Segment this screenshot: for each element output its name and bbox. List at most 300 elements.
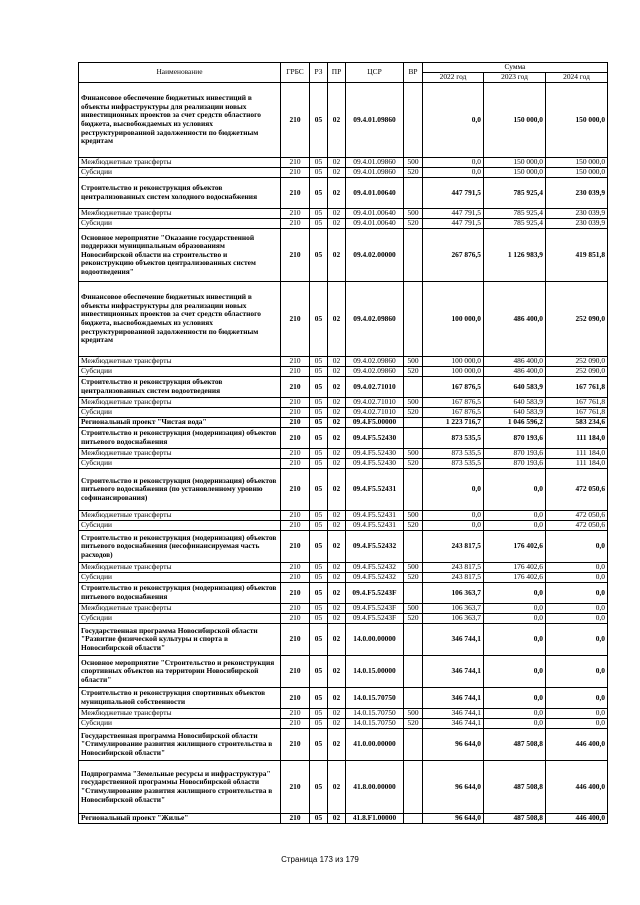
row-amount-2024-cell: 0,0 — [546, 573, 608, 583]
row-amount-2024-cell: 472 050,6 — [546, 511, 608, 521]
row-amount-2022-cell: 100 000,0 — [423, 282, 484, 357]
table-row — [79, 688, 608, 709]
row-amount-2023-cell: 640 583,9 — [484, 398, 546, 408]
row-amount-2024-cell: 0,0 — [546, 709, 608, 719]
row-grbs-cell: 210 — [281, 729, 310, 761]
row-amount-2024-cell: 111 184,0 — [546, 428, 608, 449]
row-amount-2023-cell: 640 583,9 — [484, 408, 546, 418]
row-name-cell: Субсидии — [79, 367, 281, 377]
row-amount-2022-cell: 100 000,0 — [423, 367, 484, 377]
row-name-cell: Межбюджетные трансферты — [79, 511, 281, 521]
row-amount-2023-cell: 487 508,8 — [484, 814, 546, 824]
row-csr-cell: 09.4.01.09860 — [346, 83, 404, 158]
row-rz-cell: 05 — [310, 178, 328, 209]
row-amount-2024-cell: 446 400,0 — [546, 729, 608, 761]
table-row — [79, 761, 608, 814]
row-grbs-cell: 210 — [281, 469, 310, 511]
row-amount-2023-cell: 176 402,6 — [484, 563, 546, 573]
row-name-cell: Строительство и реконструкция объектов централизованных систем холодного водоснабжения — [79, 178, 281, 209]
row-grbs-cell: 210 — [281, 209, 310, 219]
row-grbs-cell: 210 — [281, 449, 310, 459]
row-grbs-cell: 210 — [281, 656, 310, 688]
row-amount-2023-cell: 0,0 — [484, 688, 546, 709]
header-grbs: ГРБС — [281, 63, 310, 83]
row-amount-2023-cell: 486 400,0 — [484, 367, 546, 377]
row-amount-2022-cell: 447 791,5 — [423, 209, 484, 219]
row-rz-cell: 05 — [310, 398, 328, 408]
row-amount-2023-cell: 0,0 — [484, 583, 546, 604]
row-rz-cell: 05 — [310, 459, 328, 469]
row-pr-cell: 02 — [328, 282, 346, 357]
row-pr-cell: 02 — [328, 761, 346, 814]
row-grbs-cell: 210 — [281, 158, 310, 168]
row-rz-cell: 05 — [310, 357, 328, 367]
row-csr-cell: 14.0.15.00000 — [346, 656, 404, 688]
row-csr-cell: 14.0.15.70750 — [346, 709, 404, 719]
row-csr-cell: 09.4.F5.52430 — [346, 449, 404, 459]
row-amount-2022-cell: 167 876,5 — [423, 398, 484, 408]
row-csr-cell: 09.4.F5.52431 — [346, 511, 404, 521]
row-csr-cell: 14.0.00.00000 — [346, 624, 404, 656]
table-row — [79, 656, 608, 688]
row-amount-2024-cell: 0,0 — [546, 614, 608, 624]
row-amount-2022-cell: 0,0 — [423, 168, 484, 178]
row-name-cell: Региональный проект "Жилье" — [79, 814, 281, 824]
row-amount-2023-cell: 0,0 — [484, 719, 546, 729]
row-name-cell: Финансовое обеспечение бюджетных инвестиций в объекты инфраструктуры для реализации новых инвестиционных проектов за счет средств областного бюджета, высвобождаемых из условиях реструктурированной задолженности по бюджетным кредитам — [79, 83, 281, 158]
row-amount-2024-cell: 472 050,6 — [546, 469, 608, 511]
row-vr-cell: 520 — [404, 521, 423, 531]
row-amount-2023-cell: 150 000,0 — [484, 158, 546, 168]
row-vr-cell — [404, 624, 423, 656]
row-amount-2024-cell: 230 039,9 — [546, 178, 608, 209]
row-csr-cell: 09.4.01.00640 — [346, 209, 404, 219]
row-csr-cell: 09.4.02.09860 — [346, 282, 404, 357]
row-grbs-cell: 210 — [281, 282, 310, 357]
table-row — [79, 719, 608, 729]
row-rz-cell: 05 — [310, 377, 328, 398]
row-rz-cell: 05 — [310, 563, 328, 573]
row-name-cell: Межбюджетные трансферты — [79, 398, 281, 408]
table-row — [79, 521, 608, 531]
row-vr-cell — [404, 531, 423, 563]
row-amount-2023-cell: 176 402,6 — [484, 531, 546, 563]
row-amount-2023-cell: 870 193,6 — [484, 459, 546, 469]
row-amount-2024-cell: 419 851,8 — [546, 229, 608, 282]
row-vr-cell: 520 — [404, 614, 423, 624]
row-csr-cell: 09.4.F5.52432 — [346, 531, 404, 563]
row-csr-cell: 09.4.F5.5243F — [346, 614, 404, 624]
row-pr-cell: 02 — [328, 729, 346, 761]
table-body — [79, 83, 608, 824]
row-amount-2024-cell: 111 184,0 — [546, 459, 608, 469]
row-name-cell: Субсидии — [79, 219, 281, 229]
row-amount-2024-cell: 0,0 — [546, 583, 608, 604]
row-amount-2023-cell: 785 925,4 — [484, 219, 546, 229]
row-amount-2023-cell: 0,0 — [484, 469, 546, 511]
row-name-cell: Государственная программа Новосибирской области "Развитие физической культуры и спорта в Новосибирской области" — [79, 624, 281, 656]
row-amount-2023-cell: 176 402,6 — [484, 573, 546, 583]
row-amount-2024-cell: 111 184,0 — [546, 449, 608, 459]
table-row — [79, 709, 608, 719]
row-name-cell: Субсидии — [79, 408, 281, 418]
row-grbs-cell: 210 — [281, 178, 310, 209]
table-row — [79, 357, 608, 367]
row-rz-cell: 05 — [310, 761, 328, 814]
row-grbs-cell: 210 — [281, 573, 310, 583]
row-name-cell: Межбюджетные трансферты — [79, 449, 281, 459]
row-grbs-cell: 210 — [281, 83, 310, 158]
row-amount-2022-cell: 0,0 — [423, 469, 484, 511]
row-pr-cell: 02 — [328, 469, 346, 511]
row-csr-cell: 09.4.F5.52431 — [346, 521, 404, 531]
row-csr-cell: 09.4.01.09860 — [346, 158, 404, 168]
table-row — [79, 168, 608, 178]
row-amount-2022-cell: 346 744,1 — [423, 656, 484, 688]
row-name-cell: Строительство и реконструкция (модернизация) объектов питьевого водоснабжения — [79, 428, 281, 449]
table-row — [79, 209, 608, 219]
row-vr-cell: 520 — [404, 219, 423, 229]
row-rz-cell: 05 — [310, 449, 328, 459]
row-csr-cell: 09.4.01.09860 — [346, 168, 404, 178]
row-grbs-cell: 210 — [281, 357, 310, 367]
row-amount-2023-cell: 486 400,0 — [484, 357, 546, 367]
row-vr-cell: 500 — [404, 511, 423, 521]
row-grbs-cell: 210 — [281, 814, 310, 824]
row-pr-cell: 02 — [328, 229, 346, 282]
row-amount-2024-cell: 0,0 — [546, 563, 608, 573]
row-rz-cell: 05 — [310, 719, 328, 729]
row-rz-cell: 05 — [310, 814, 328, 824]
row-vr-cell — [404, 178, 423, 209]
row-amount-2022-cell: 106 363,7 — [423, 583, 484, 604]
row-amount-2024-cell: 0,0 — [546, 719, 608, 729]
row-rz-cell: 05 — [310, 688, 328, 709]
row-grbs-cell: 210 — [281, 563, 310, 573]
row-pr-cell: 02 — [328, 719, 346, 729]
row-pr-cell: 02 — [328, 656, 346, 688]
row-amount-2024-cell: 0,0 — [546, 624, 608, 656]
row-grbs-cell: 210 — [281, 408, 310, 418]
row-amount-2022-cell: 447 791,5 — [423, 219, 484, 229]
row-amount-2023-cell: 0,0 — [484, 709, 546, 719]
row-name-cell: Подпрограмма "Земельные ресурсы и инфраструктура" государственной программы Новосибирской области "Стимулирование развития жилищного строительства в Новосибирской области" — [79, 761, 281, 814]
row-name-cell: Строительство и реконструкция (модернизация) объектов питьевого водоснабжения (несофинансируемая часть расходов) — [79, 531, 281, 563]
row-amount-2024-cell: 167 761,8 — [546, 408, 608, 418]
row-vr-cell: 500 — [404, 449, 423, 459]
row-vr-cell: 520 — [404, 367, 423, 377]
row-name-cell: Финансовое обеспечение бюджетных инвестиций в объекты инфраструктуры для реализации новых инвестиционных проектов за счет средств областного бюджета, высвобождаемых из условиях реструктурированной задолженности по бюджетным кредитам — [79, 282, 281, 357]
row-vr-cell — [404, 83, 423, 158]
table-row — [79, 229, 608, 282]
row-amount-2024-cell: 0,0 — [546, 688, 608, 709]
row-vr-cell — [404, 688, 423, 709]
row-amount-2022-cell: 106 363,7 — [423, 604, 484, 614]
row-pr-cell: 02 — [328, 688, 346, 709]
row-pr-cell: 02 — [328, 209, 346, 219]
header-year-2024: 2024 год — [546, 73, 608, 83]
table-row — [79, 583, 608, 604]
row-pr-cell: 02 — [328, 449, 346, 459]
row-pr-cell: 02 — [328, 83, 346, 158]
row-vr-cell — [404, 377, 423, 398]
row-name-cell: Межбюджетные трансферты — [79, 209, 281, 219]
row-amount-2024-cell: 0,0 — [546, 604, 608, 614]
row-name-cell: Основное мероприятие "Строительство и реконструкция спортивных объектов на территории Новосибирской области" — [79, 656, 281, 688]
row-grbs-cell: 210 — [281, 521, 310, 531]
row-pr-cell: 02 — [328, 367, 346, 377]
row-pr-cell: 02 — [328, 573, 346, 583]
row-csr-cell: 09.4.02.09860 — [346, 357, 404, 367]
row-amount-2022-cell: 243 817,5 — [423, 573, 484, 583]
row-amount-2022-cell: 167 876,5 — [423, 377, 484, 398]
row-vr-cell — [404, 229, 423, 282]
row-amount-2023-cell: 785 925,4 — [484, 178, 546, 209]
table-header — [79, 63, 608, 83]
row-csr-cell: 14.0.15.70750 — [346, 719, 404, 729]
row-name-cell: Субсидии — [79, 573, 281, 583]
row-amount-2023-cell: 1 046 596,2 — [484, 418, 546, 428]
row-amount-2022-cell: 873 535,5 — [423, 428, 484, 449]
table-row — [79, 282, 608, 357]
row-pr-cell: 02 — [328, 709, 346, 719]
row-amount-2022-cell: 167 876,5 — [423, 408, 484, 418]
row-amount-2024-cell: 252 090,0 — [546, 282, 608, 357]
row-amount-2022-cell: 346 744,1 — [423, 709, 484, 719]
table-row — [79, 449, 608, 459]
row-amount-2022-cell: 346 744,1 — [423, 624, 484, 656]
row-csr-cell: 09.4.F5.5243F — [346, 604, 404, 614]
row-amount-2024-cell: 446 400,0 — [546, 761, 608, 814]
row-vr-cell: 520 — [404, 168, 423, 178]
table-row — [79, 624, 608, 656]
header-year-2023: 2023 год — [484, 73, 546, 83]
row-vr-cell: 520 — [404, 719, 423, 729]
page-footer: Страница 173 из 179 — [281, 855, 359, 864]
row-grbs-cell: 210 — [281, 709, 310, 719]
row-name-cell: Межбюджетные трансферты — [79, 709, 281, 719]
header-rz: РЗ — [310, 63, 328, 83]
table-row — [79, 418, 608, 428]
row-csr-cell: 09.4.F5.52430 — [346, 459, 404, 469]
row-amount-2023-cell: 0,0 — [484, 624, 546, 656]
row-name-cell: Межбюджетные трансферты — [79, 158, 281, 168]
row-rz-cell: 05 — [310, 573, 328, 583]
row-grbs-cell: 210 — [281, 367, 310, 377]
table-row — [79, 573, 608, 583]
row-pr-cell: 02 — [328, 357, 346, 367]
row-pr-cell: 02 — [328, 158, 346, 168]
row-rz-cell: 05 — [310, 408, 328, 418]
row-csr-cell: 14.0.15.70750 — [346, 688, 404, 709]
table-row — [79, 428, 608, 449]
row-amount-2023-cell: 150 000,0 — [484, 83, 546, 158]
row-vr-cell — [404, 814, 423, 824]
row-vr-cell — [404, 729, 423, 761]
row-rz-cell: 05 — [310, 158, 328, 168]
row-amount-2024-cell: 230 039,9 — [546, 209, 608, 219]
row-name-cell: Межбюджетные трансферты — [79, 604, 281, 614]
row-vr-cell — [404, 428, 423, 449]
row-vr-cell — [404, 469, 423, 511]
row-name-cell: Субсидии — [79, 521, 281, 531]
row-csr-cell: 09.4.02.71010 — [346, 408, 404, 418]
row-pr-cell: 02 — [328, 418, 346, 428]
table-row — [79, 729, 608, 761]
row-name-cell: Субсидии — [79, 614, 281, 624]
row-name-cell: Строительство и реконструкция (модернизация) объектов питьевого водоснабжения (по установленному уровню софинансирования) — [79, 469, 281, 511]
row-csr-cell: 09.4.F5.5243F — [346, 583, 404, 604]
row-grbs-cell: 210 — [281, 229, 310, 282]
table-row — [79, 377, 608, 398]
row-pr-cell: 02 — [328, 398, 346, 408]
row-amount-2022-cell: 243 817,5 — [423, 531, 484, 563]
row-amount-2024-cell: 252 090,0 — [546, 367, 608, 377]
row-amount-2023-cell: 486 400,0 — [484, 282, 546, 357]
table-row — [79, 563, 608, 573]
row-pr-cell: 02 — [328, 219, 346, 229]
table-row — [79, 158, 608, 168]
row-amount-2023-cell: 785 925,4 — [484, 209, 546, 219]
header-csr: ЦСР — [346, 63, 404, 83]
row-amount-2023-cell: 150 000,0 — [484, 168, 546, 178]
table-row — [79, 531, 608, 563]
row-csr-cell: 09.4.F5.00000 — [346, 418, 404, 428]
row-rz-cell: 05 — [310, 229, 328, 282]
row-amount-2023-cell: 0,0 — [484, 614, 546, 624]
row-amount-2022-cell: 873 535,5 — [423, 459, 484, 469]
row-name-cell: Межбюджетные трансферты — [79, 563, 281, 573]
budget-table — [78, 62, 608, 824]
row-amount-2023-cell: 1 126 983,9 — [484, 229, 546, 282]
row-csr-cell: 09.4.F5.52431 — [346, 469, 404, 511]
row-grbs-cell: 210 — [281, 377, 310, 398]
row-amount-2024-cell: 0,0 — [546, 656, 608, 688]
row-vr-cell — [404, 761, 423, 814]
table-row — [79, 83, 608, 158]
row-amount-2024-cell: 150 000,0 — [546, 83, 608, 158]
row-vr-cell: 500 — [404, 357, 423, 367]
row-amount-2024-cell: 0,0 — [546, 531, 608, 563]
table-row — [79, 469, 608, 511]
row-rz-cell: 05 — [310, 168, 328, 178]
row-amount-2023-cell: 870 193,6 — [484, 449, 546, 459]
row-grbs-cell: 210 — [281, 398, 310, 408]
row-amount-2022-cell: 873 535,5 — [423, 449, 484, 459]
row-pr-cell: 02 — [328, 563, 346, 573]
row-amount-2023-cell: 487 508,8 — [484, 729, 546, 761]
row-rz-cell: 05 — [310, 709, 328, 719]
header-name: Наименование — [79, 63, 281, 83]
row-amount-2022-cell: 106 363,7 — [423, 614, 484, 624]
row-csr-cell: 09.4.F5.52432 — [346, 573, 404, 583]
row-grbs-cell: 210 — [281, 614, 310, 624]
row-amount-2023-cell: 0,0 — [484, 604, 546, 614]
row-name-cell: Субсидии — [79, 719, 281, 729]
row-csr-cell: 41.8.00.00000 — [346, 761, 404, 814]
row-name-cell: Строительство и реконструкция (модернизация) объектов питьевого водоснабжения — [79, 583, 281, 604]
row-grbs-cell: 210 — [281, 583, 310, 604]
row-amount-2022-cell: 0,0 — [423, 83, 484, 158]
row-vr-cell: 520 — [404, 459, 423, 469]
row-grbs-cell: 210 — [281, 168, 310, 178]
row-vr-cell — [404, 583, 423, 604]
row-pr-cell: 02 — [328, 428, 346, 449]
row-csr-cell: 41.0.00.00000 — [346, 729, 404, 761]
row-name-cell: Строительство и реконструкция спортивных объектов муниципальной собственности — [79, 688, 281, 709]
row-name-cell: Государственная программа Новосибирской области "Стимулирование развития жилищного строительства в Новосибирской области" — [79, 729, 281, 761]
row-amount-2022-cell: 346 744,1 — [423, 688, 484, 709]
row-vr-cell — [404, 418, 423, 428]
row-grbs-cell: 210 — [281, 418, 310, 428]
row-amount-2024-cell: 150 000,0 — [546, 158, 608, 168]
table-row — [79, 219, 608, 229]
row-amount-2022-cell: 1 223 716,7 — [423, 418, 484, 428]
row-pr-cell: 02 — [328, 511, 346, 521]
header-year-2022: 2022 год — [423, 73, 484, 83]
table-row — [79, 367, 608, 377]
row-csr-cell: 09.4.02.71010 — [346, 398, 404, 408]
row-csr-cell: 09.4.01.00640 — [346, 219, 404, 229]
row-amount-2022-cell: 100 000,0 — [423, 357, 484, 367]
table-row — [79, 459, 608, 469]
table-row — [79, 814, 608, 824]
row-amount-2024-cell: 150 000,0 — [546, 168, 608, 178]
row-vr-cell — [404, 656, 423, 688]
row-rz-cell: 05 — [310, 656, 328, 688]
header-pr: ПР — [328, 63, 346, 83]
row-amount-2022-cell: 0,0 — [423, 511, 484, 521]
row-amount-2022-cell: 0,0 — [423, 158, 484, 168]
row-pr-cell: 02 — [328, 814, 346, 824]
row-rz-cell: 05 — [310, 209, 328, 219]
row-amount-2024-cell: 167 761,8 — [546, 377, 608, 398]
row-rz-cell: 05 — [310, 282, 328, 357]
row-amount-2022-cell: 0,0 — [423, 521, 484, 531]
row-rz-cell: 05 — [310, 428, 328, 449]
row-amount-2024-cell: 252 090,0 — [546, 357, 608, 367]
row-amount-2024-cell: 167 761,8 — [546, 398, 608, 408]
row-amount-2022-cell: 96 644,0 — [423, 761, 484, 814]
row-pr-cell: 02 — [328, 604, 346, 614]
row-vr-cell: 520 — [404, 408, 423, 418]
row-pr-cell: 02 — [328, 614, 346, 624]
row-rz-cell: 05 — [310, 219, 328, 229]
row-csr-cell: 09.4.02.00000 — [346, 229, 404, 282]
row-amount-2023-cell: 0,0 — [484, 656, 546, 688]
row-vr-cell: 500 — [404, 158, 423, 168]
row-rz-cell: 05 — [310, 604, 328, 614]
row-name-cell: Субсидии — [79, 459, 281, 469]
row-pr-cell: 02 — [328, 178, 346, 209]
row-vr-cell: 500 — [404, 709, 423, 719]
row-name-cell: Региональный проект "Чистая вода" — [79, 418, 281, 428]
row-rz-cell: 05 — [310, 614, 328, 624]
table-row — [79, 178, 608, 209]
row-vr-cell — [404, 282, 423, 357]
row-amount-2023-cell: 0,0 — [484, 511, 546, 521]
row-pr-cell: 02 — [328, 377, 346, 398]
table-row — [79, 604, 608, 614]
table-row — [79, 408, 608, 418]
row-amount-2022-cell: 243 817,5 — [423, 563, 484, 573]
row-pr-cell: 02 — [328, 583, 346, 604]
row-grbs-cell: 210 — [281, 511, 310, 521]
row-rz-cell: 05 — [310, 531, 328, 563]
row-amount-2023-cell: 487 508,8 — [484, 761, 546, 814]
table-row — [79, 511, 608, 521]
row-amount-2023-cell: 0,0 — [484, 521, 546, 531]
